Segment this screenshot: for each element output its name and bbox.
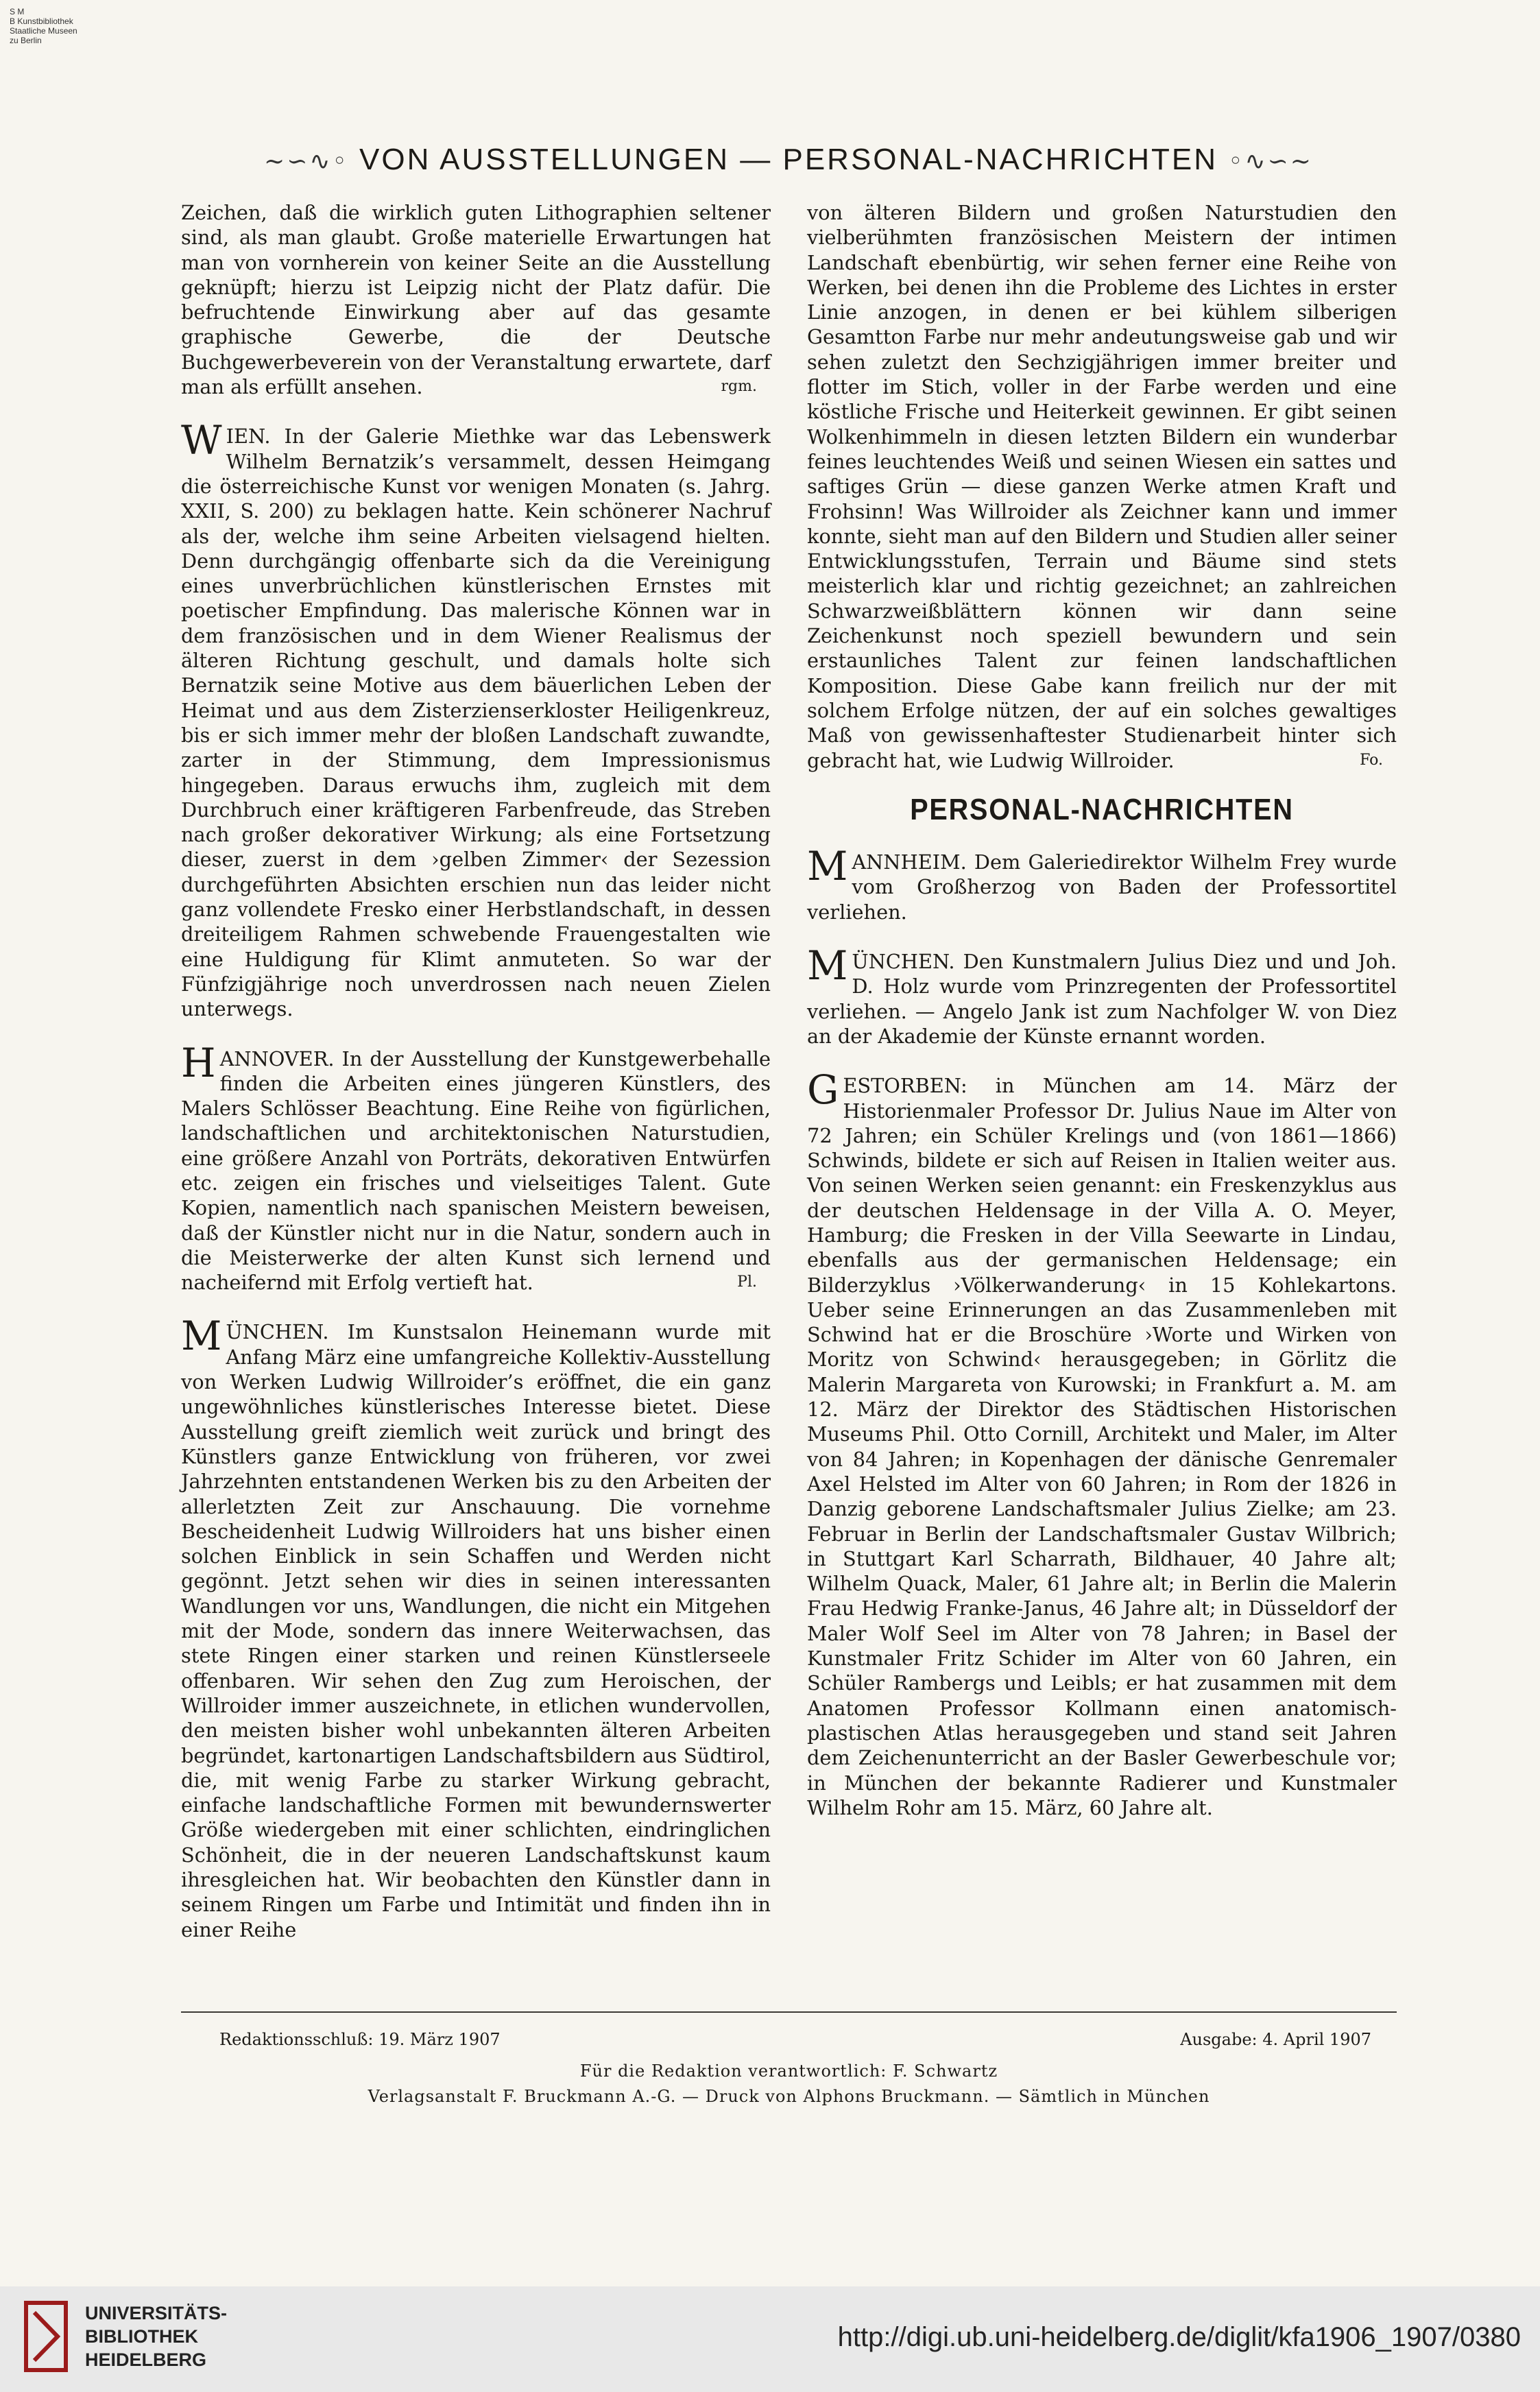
drop-cap: W bbox=[181, 417, 222, 464]
editor-line: Für die Redaktion verantwortlich: F. Schwartz bbox=[579, 2061, 998, 2081]
drop-cap: G bbox=[807, 1066, 839, 1114]
author-signature: Fo. bbox=[1360, 751, 1383, 769]
author-signature: Pl. bbox=[737, 1273, 757, 1291]
article-continuation bbox=[181, 200, 771, 399]
article-wien bbox=[181, 417, 771, 1021]
stamp-line: Staatliche Museen bbox=[10, 26, 77, 36]
library-logo-icon bbox=[22, 2299, 70, 2374]
article-text: Zeichen, daß die wirklich guten Lithographien seltener sind, als man glaubt. Große materielle Erwartungen hat man von vornherein von keiner Seite an die Ausstellung geknüpft; hierzu ist Leipzig nicht der Platz dafür. Die befruchtende Einwirkung aber auf das gesamte graphische Gewerbe, die der Deutsche Buchgewerbeverein von der Veranstaltung erwartete, darf man als erfüllt ansehen. bbox=[181, 201, 771, 399]
source-url-link[interactable]: http://digi.ub.uni-heidelberg.de/diglit/kfa1906_1907/0380 bbox=[837, 2322, 1521, 2352]
running-head-text: VON AUSSTELLUNGEN — PERSONAL-NACHRICHTEN bbox=[359, 143, 1218, 176]
author-signature: rgm. bbox=[721, 378, 757, 396]
article-continuation bbox=[807, 200, 1397, 773]
news-muenchen bbox=[807, 942, 1397, 1049]
right-column bbox=[807, 200, 1397, 1845]
library-name bbox=[85, 2301, 227, 2371]
news-gestorben bbox=[807, 1066, 1397, 1820]
drop-cap: M bbox=[181, 1313, 222, 1360]
article-text: ÜNCHEN. Im Kunstsalon Heinemann wurde mit Anfang März eine umfangreiche Kollektiv-Ausstellung von Werken Ludwig Willroider’s eröffnet, die ein ganz ungewöhnliches künstlerisches Interesse bietet. Diese Ausstellung greift ziemlich weit zurück und bringt des Künstlers ganze Entwicklung von früheren, vor zwei Jahrzehnten entstandenen Werken bis zu den Arbeiten der allerletzten Zeit zur Anschauung. Die vornehme Bescheidenheit Ludwig Willroiders hat uns bisher einen solchen Einblick in sein Schaffen und Werden nicht gegönnt. Jetzt sehen wir dies in seinen interessanten Wandlungen vor uns, Wandlungen, die nicht ein Mitgehen mit der Mode, sondern das innere Weiterwachsen, das stete Ringen einer starken und reinen Künstlerseele offenbaren. Wir sehen den Zug zum Heroischen, der Willroider immer auszeichnete, in etlichen wundervollen, den meisten bisher wohl unbekannten älteren Arbeiten begründet, kartonartigen Landschaftsbildern aus Südtirol, die, mit wenig Farbe zu starker Wirkung gebracht, einfache landschaftliche Formen mit bewundernswerter Größe wiedergeben mit einer schlichten, eindringlichen Schönheit, die in der neueren Landschaftskunst kaum ihresgleichen hat. Wir beobachten den Künstler dann in seinem Ringen um Farbe und Intimität und finden ihn in einer Reihe bbox=[181, 1320, 771, 1941]
drop-cap: M bbox=[807, 843, 848, 890]
drop-cap: M bbox=[807, 942, 848, 990]
library-name-line: BIBLIOTHEK bbox=[85, 2326, 198, 2347]
footer-dates bbox=[219, 2030, 1371, 2049]
left-ornament-icon: ~∽∿◦ bbox=[264, 147, 349, 176]
article-text: von älteren Bildern und großen Naturstudien den vielberühmten französischen Meistern der intimen Landschaft ebenbürtig, wir sehen ferner eine Reihe von Werken, bei denen ihn die Probleme des Lichtes in erster Linie anzogen, in denen er bei kühlem silberigen Gesamtton Farbe nur mehr andeutungsweise gab und wir sehen zuletzt den Sechzigjährigen immer breiter und flotter im Stich, voller in der Farbe werden und eine köstliche Frische und Heiterkeit gewinnen. Er gibt seinen Wolkenhimmeln in diesen letzten Bildern ein wunderbar feines leuchtendes Weiß und seinen Wiesen ein sattes und saftiges Grün — diese ganzen Werke atmen Kraft und Frohsinn! Was Willroider als Zeichner kann und immer konnte, sieht man auf den Bildern und Studien aller seiner Entwicklungsstufen, Terrain und Bäume sind stets meisterlich klar und richtig gezeichnet; an zahlreichen Schwarzweißblättern können wir dann seine Zeichenkunst noch speziell bewundern und sein erstaunliches Talent zur feinen landschaftlichen Komposition. Diese Gabe kann freilich nur der mit solchem Erfolge nützen, der auf ein solches gewaltiges Maß von gewissenhaftester Studienarbeit hinter sich gebracht hat, wie Ludwig Willroider. bbox=[807, 201, 1397, 772]
footer-rule bbox=[181, 2011, 1397, 2013]
library-name-line: HEIDELBERG bbox=[85, 2349, 207, 2370]
article-text: IEN. In der Galerie Miethke war das Lebenswerk Wilhelm Bernatzik’s versammelt, dessen Heimgang die österreichische Kunst vor wenigen Monaten (s. Jahrg. XXII, S. 200) zu beklagen hatte. Kein schönerer Nachruf als der, welche ihm seine Arbeiten vielsagend hielten. Denn durchgängig offenbarte sich da die Vereinigung eines unverbrüchlichen künstlerischen Ernstes mit poetischer Empfindung. Das malerische Können war in dem französischen und in dem Wiener Realismus der älteren Richtung geschult, und damals holte sich Bernatzik seine Motive aus dem bäuerlichen Leben der Heimat und aus dem Zisterzienserkloster Heiligenkreuz, bis er sich immer mehr der bloßen Landschaft zuwandte, zarter in der Stimmung, dem Impressionismus hingegeben. Daraus erwuchs ihm, zugleich mit dem Durchbruch einer kräftigeren Farbenfreude, das Streben nach großer dekorativer Wirkung; als eine Fortsetzung dieser, zuerst in dem ›gelben Zimmer‹ der Sezession durchgeführten Absichten erschien nun das leider nicht ganz vollendete Fresko einer Herbstlandschaft, in dessen dreiteiligem Rahmen schwebende Frauengestalten wie eine Huldigung für Klimt anmuteten. So war der Fünfzigjährige noch unverdrossen nach neuen Zielen unterwegs. bbox=[181, 424, 771, 1021]
drop-cap: H bbox=[181, 1039, 216, 1086]
news-mannheim bbox=[807, 843, 1397, 924]
article-text: ANNOVER. In der Ausstellung der Kunstgewerbehalle finden die Arbeiten eines jüngeren Künstlers, des Malers Schlösser Beachtung. Eine Reihe von figürlichen, landschaftlichen und architektonischen Naturstudien, eine größere Anzahl von Porträts, dekorativen Entwürfen etc. zeigen ein frisches und vielseitiges Talent. Gute Kopien, namentlich nach spanischen Meistern beweisen, daß der Künstler nicht nur in die Natur, sondern auch in die Meisterwerke der alten Kunst sich lernend und nacheifernd mit Erfolg vertieft hat. bbox=[181, 1046, 771, 1295]
publisher-line: Verlagsanstalt F. Bruckmann A.-G. — Druck von Alphons Bruckmann. — Sämtlich in München bbox=[368, 2087, 1210, 2106]
article-text: ANNHEIM. Dem Galeriedirektor Wilhelm Frey wurde vom Großherzog von Baden der Professortitel verliehen. bbox=[807, 850, 1397, 924]
article-muenchen bbox=[181, 1313, 771, 1941]
left-column bbox=[181, 200, 771, 1967]
redaktionsschluss: Redaktionsschluß: 19. März 1907 bbox=[219, 2030, 501, 2049]
running-head bbox=[206, 143, 1371, 177]
section-title: PERSONAL-NACHRICHTEN bbox=[910, 792, 1294, 826]
ausgabe-date: Ausgabe: 4. April 1907 bbox=[1180, 2030, 1371, 2049]
article-text: ÜNCHEN. Den Kunstmalern Julius Diez und und Joh. D. Holz wurde vom Prinzregenten der Professortitel verliehen. — Angelo Jank ist zum Nachfolger W. von Diez an der Akademie der Künste ernannt worden. bbox=[807, 950, 1397, 1048]
stamp-line: B Kunstbibliothek bbox=[10, 16, 73, 26]
article-text: ESTORBEN: in München am 14. März der Historienmaler Professor Dr. Julius Naue im Alter von 72 Jahren; ein Schüler Krelings und (von 1861—1866) Schwinds, bildete er sich auf Reisen in Italien weiter aus. Von seinen Werken seien genannt: ein Freskenzyklus aus der deutschen Heldensage in der Villa A. O. Meyer, Hamburg; die Fresken in der Villa Seewarte in Lindau, ebenfalls aus der germanischen Heldensage; ein Bilderzyklus ›Völkerwanderung‹ in 15 Kohlekartons. Ueber seine Erinnerungen an das Zusammenleben mit Schwind hat er die Broschüre ›Worte und Wirken von Moritz von Schwind‹ herausgegeben; in Görlitz die Malerin Margareta von Kurowski; in Frankfurt a. M. am 12. März der Direktor des Städtischen Historischen Museums Phil. Otto Cornill, Architekt und Maler, im Alter von 84 Jahren; in Kopenhagen der dänische Genremaler Axel Helsted im Alter von 60 Jahren; in Rom der 1826 in Danzig geborene Landschaftsmaler Julius Zielke; am 23. Februar in Berlin der Landschaftsmaler Gustav Wilbrich; in Stuttgart Karl Scharrath, Bildhauer, 40 Jahre alt; Wilhelm Quack, Maler, 61 Jahre alt; in Berlin die Malerin Frau Hedwig Franke-Janus, 46 Jahre alt; in Düsseldorf der Maler Wolf Seel im Alter von 78 Jahren; in Basel der Kunstmaler Fritz Schider im Alter von 60 Jahren, ein Schüler Rambergs und Leibls; er hat zusammen mit dem Anatomen Professor Kollmann einen anatomisch-plastischen Atlas herausgegeben und stand seit Jahren dem Zeichenunterricht an der Basler Gewerbeschule vor; in München der bekannte Radierer und Kunstmaler Wilhelm Rohr am 15. März, 60 Jahre alt. bbox=[807, 1074, 1397, 1819]
article-hannover bbox=[181, 1039, 771, 1295]
stamp-line: S M bbox=[10, 7, 25, 16]
stamp-line: zu Berlin bbox=[10, 36, 42, 45]
library-name-line: UNIVERSITÄTS- bbox=[85, 2303, 228, 2323]
right-ornament-icon: ◦∿∽~ bbox=[1228, 147, 1313, 176]
library-stamp bbox=[10, 7, 77, 45]
